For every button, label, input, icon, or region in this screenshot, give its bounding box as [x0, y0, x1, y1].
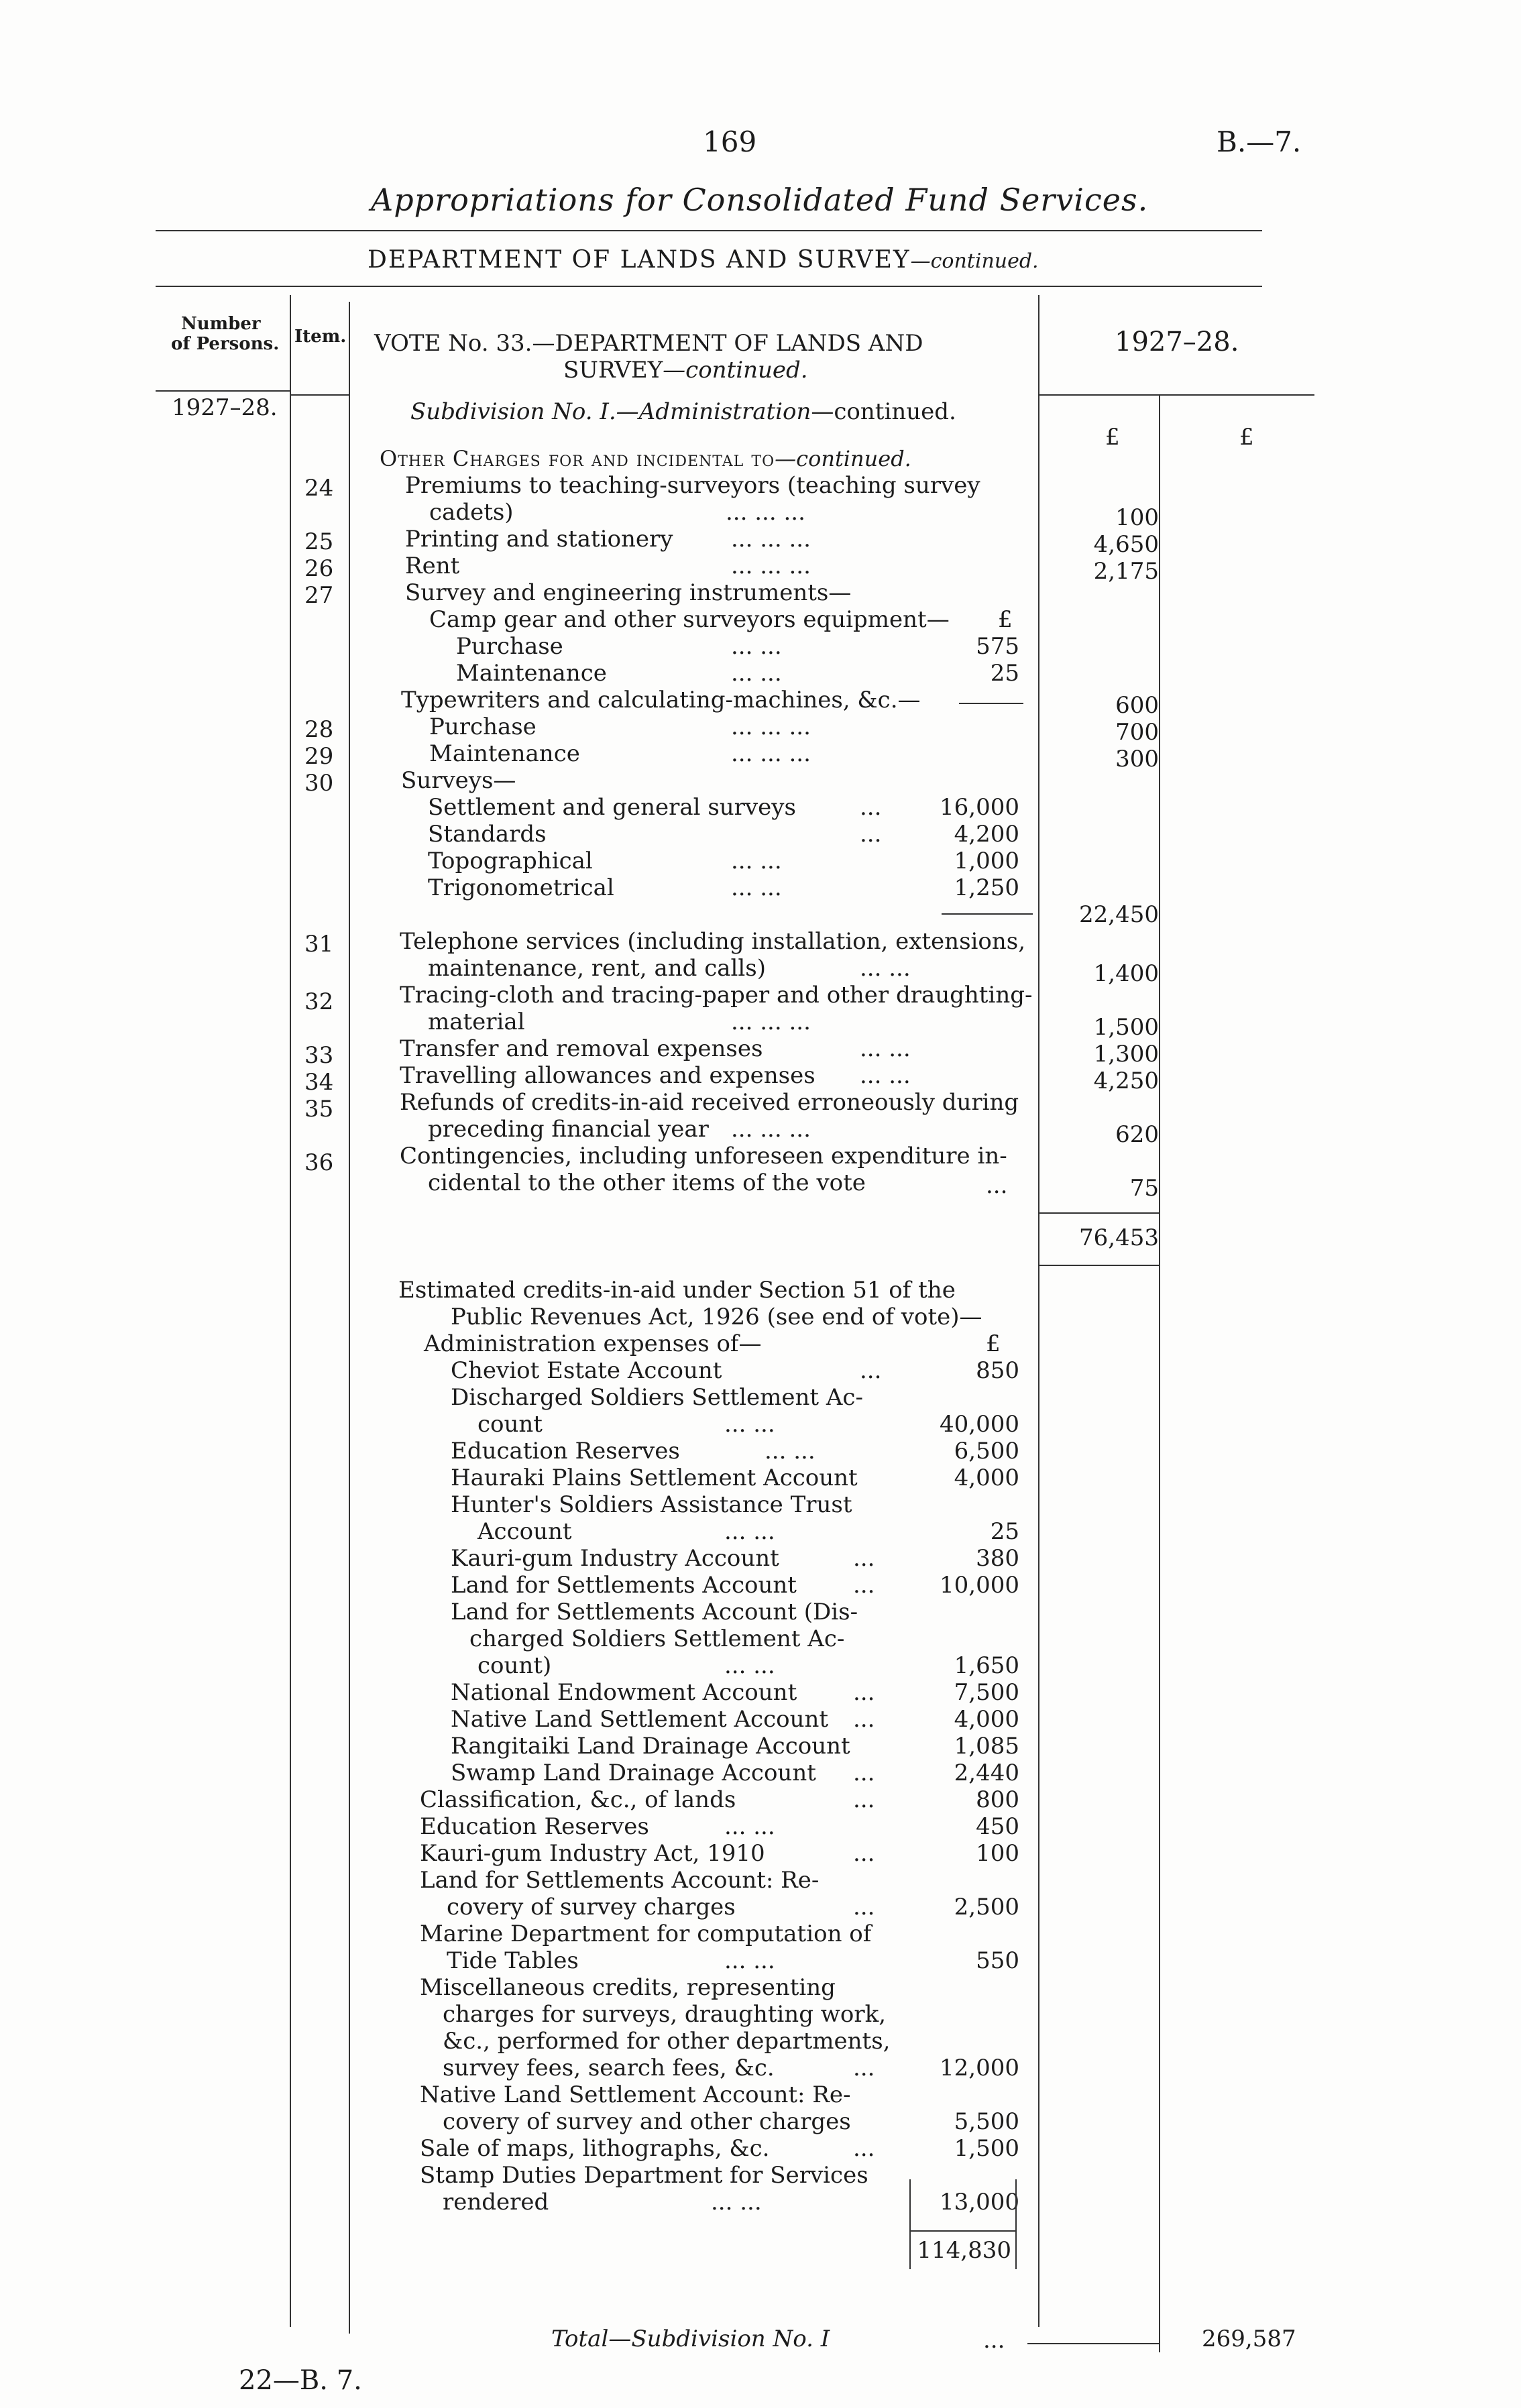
dot-leader: ... [983, 2327, 1005, 2354]
credit-line: Land for Settlements Account (Dis- [451, 1599, 858, 1625]
other-charges-continued: —continued. [775, 446, 911, 471]
camp-gear-purchase: Purchase [456, 633, 563, 660]
amount-heading-rule [1038, 394, 1314, 396]
persons-heading-1: Number [181, 314, 261, 334]
item-heading-rule [290, 394, 349, 396]
item-description: Surveys— [401, 767, 516, 794]
dot-leader: ... [853, 1894, 875, 1920]
dot-leader: ... [986, 1172, 1008, 1199]
item-description: Travelling allowances and expenses [400, 1062, 815, 1089]
credit-line: Swamp Land Drainage Account [451, 1760, 816, 1786]
dot-leader: ... ... [731, 660, 782, 687]
dot-leader: ... [860, 821, 882, 848]
credits-subtotal-right-rule [1015, 2179, 1017, 2269]
item-number: 32 [304, 988, 334, 1015]
item-amount: 100 [1115, 504, 1159, 531]
item-heading: Item. [294, 327, 347, 347]
item-description: material [428, 1009, 525, 1035]
item-description: Rent [405, 553, 460, 579]
rule-item-description [349, 302, 350, 2334]
department-rule [156, 286, 1262, 287]
persons-heading-2: of Persons. [171, 334, 280, 354]
dot-leader: ... ... ... [731, 713, 811, 740]
dot-leader: ... [860, 794, 882, 821]
dot-leader: ... [853, 2135, 875, 2162]
dot-leader: ... ... ... [731, 553, 811, 579]
credit-amount: 25 [990, 1518, 1019, 1545]
credit-line: Miscellaneous credits, representing [420, 1974, 836, 2001]
item-number: 35 [304, 1096, 334, 1123]
credit-line: Stamp Duties Department for Services [420, 2162, 868, 2189]
item-description: Telephone services (including installation, extensions, [400, 928, 1026, 955]
credit-line: charged Soldiers Settlement Ac- [469, 1625, 845, 1652]
credit-amount: 4,000 [954, 1706, 1019, 1733]
vote-sum-rule-top [1038, 1212, 1159, 1214]
page-title: Appropriations for Consolidated Fund Services. [371, 182, 1149, 218]
camp-gear-maintenance: Maintenance [456, 660, 607, 687]
credit-line: Classification, &c., of lands [420, 1786, 736, 1813]
item-description: preceding financial year [428, 1116, 709, 1143]
credit-line: Discharged Soldiers Settlement Ac- [451, 1384, 863, 1411]
item-number: 33 [304, 1042, 334, 1069]
dot-leader: ... ... ... [731, 1116, 811, 1143]
item-number: 30 [304, 770, 334, 797]
credit-line: Native Land Settlement Account: Re- [420, 2081, 851, 2108]
page-reference: 22—B. 7. [239, 2365, 362, 2396]
typewriters-rule [959, 703, 1023, 704]
item-number: 27 [304, 582, 334, 609]
credit-amount: 2,440 [954, 1760, 1019, 1786]
credits-sum-rule [909, 2230, 1017, 2232]
typewriters-amount: 600 [1115, 692, 1159, 719]
dot-leader: ... ... [860, 955, 911, 982]
dot-leader: ... ... ... [731, 526, 811, 553]
camp-gear-heading: Camp gear and other surveyors equipment— [429, 606, 950, 633]
rule-amount-total [1159, 394, 1160, 2352]
survey-line: Settlement and general surveys [428, 794, 796, 821]
camp-gear-purchase-amount: 575 [976, 633, 1019, 660]
vote-total: 76,453 [1079, 1224, 1159, 1251]
dot-leader: ... ... ... [726, 499, 805, 526]
credit-line: count [477, 1411, 543, 1438]
credit-line: Hauraki Plains Settlement Account [451, 1465, 858, 1491]
item-description: cidental to the other items of the vote [428, 1169, 866, 1196]
credit-line: Tide Tables [447, 1947, 579, 1974]
year-heading-right: 1927–28. [1115, 327, 1239, 357]
credit-line: Marine Department for computation of [420, 1920, 872, 1947]
credit-amount: 5,500 [954, 2108, 1019, 2135]
credits-intro-2: Public Revenues Act, 1926 (see end of vote)— [451, 1304, 982, 1330]
dot-leader: ... [853, 1760, 875, 1786]
dot-leader: ... [860, 1357, 882, 1384]
dot-leader: ... ... [860, 1035, 911, 1062]
pound-sign-column-1: £ [1105, 424, 1120, 451]
credit-line: charges for surveys, draughting work, [443, 2001, 887, 2028]
credits-admin-heading: Administration expenses of— [424, 1330, 762, 1357]
item-number: 31 [304, 931, 334, 958]
dot-leader: ... ... [724, 1652, 775, 1679]
survey-line: Trigonometrical [428, 874, 614, 901]
item-description: Maintenance [429, 740, 580, 767]
subdivision-name: Subdivision No. I.—Administration [410, 398, 811, 425]
credit-line: Kauri-gum Industry Act, 1910 [420, 1840, 765, 1867]
item-amount: 1,300 [1093, 1041, 1159, 1068]
item-amount: 1,500 [1093, 1014, 1159, 1041]
credit-line: Education Reserves [420, 1813, 649, 1840]
department-continued: —continued. [910, 249, 1039, 273]
survey-line: Topographical [428, 848, 593, 874]
credit-amount: 1,085 [954, 1733, 1019, 1760]
item-description: Premiums to teaching-surveyors (teaching survey [405, 472, 980, 499]
dot-leader: ... ... [724, 1947, 775, 1974]
item-number: 36 [304, 1149, 334, 1176]
credit-line: survey fees, search fees, &c. [443, 2055, 775, 2081]
survey-amount: 1,000 [954, 848, 1019, 874]
survey-line: Standards [428, 821, 547, 848]
persons-heading-rule [156, 390, 290, 392]
credit-line: covery of survey charges [447, 1894, 736, 1920]
item-amount: 700 [1115, 719, 1159, 746]
credit-line: Native Land Settlement Account [451, 1706, 829, 1733]
credit-amount: 4,000 [954, 1465, 1019, 1491]
credit-line: Sale of maps, lithographs, &c. [420, 2135, 770, 2162]
dot-leader: ... [853, 2055, 875, 2081]
camp-gear-pound-sign: £ [998, 606, 1013, 633]
credit-line: covery of survey and other charges [443, 2108, 851, 2135]
item-description: cadets) [429, 499, 514, 526]
item-description: Purchase [429, 713, 537, 740]
dot-leader: ... ... [731, 874, 782, 901]
item-amount: 1,400 [1093, 960, 1159, 987]
vote-title-line-2 [563, 357, 808, 384]
credit-line: &c., performed for other departments, [443, 2028, 891, 2055]
item-description: Tracing-cloth and tracing-paper and other draughting- [400, 982, 1033, 1009]
subdivision-continued: —continued. [811, 398, 956, 425]
dot-leader: ... [853, 1679, 875, 1706]
item-description: maintenance, rent, and calls) [428, 955, 766, 982]
credit-amount: 10,000 [940, 1572, 1019, 1599]
dot-leader: ... ... [724, 1518, 775, 1545]
credit-amount: 40,000 [940, 1411, 1019, 1438]
camp-gear-maintenance-amount: 25 [990, 660, 1019, 687]
credits-pound-sign: £ [986, 1330, 1001, 1357]
subdivision-total-amount: 269,587 [1202, 2326, 1296, 2352]
item-description: Refunds of credits-in-aid received erroneously during [400, 1089, 1019, 1116]
credit-amount: 13,000 [940, 2189, 1019, 2216]
subdivision-total-rule [1027, 2343, 1159, 2344]
credits-intro-1: Estimated credits-in-aid under Section 51 of the [398, 1277, 956, 1304]
dot-leader: ... [853, 1572, 875, 1599]
credit-line: rendered [443, 2189, 549, 2216]
item-number: 34 [304, 1069, 334, 1096]
other-charges-text: Other Charges for and incidental to [380, 446, 775, 471]
dot-leader: ... ... [711, 2189, 762, 2216]
title-rule [156, 230, 1262, 231]
item-amount: 75 [1129, 1175, 1159, 1202]
credit-amount: 100 [976, 1840, 1019, 1867]
item-number: 28 [304, 716, 334, 743]
credits-total: 114,830 [917, 2237, 1011, 2264]
dot-leader: ... [853, 1706, 875, 1733]
credit-line: Account [477, 1518, 572, 1545]
credit-amount: 1,500 [954, 2135, 1019, 2162]
surveys-sum-rule [942, 913, 1033, 915]
rule-persons-item [290, 295, 291, 2327]
item-amount: 620 [1115, 1121, 1159, 1148]
credit-amount: 380 [976, 1545, 1019, 1572]
survey-amount: 1,250 [954, 874, 1019, 901]
page-number: 169 [703, 125, 757, 158]
year-heading-left: 1927–28. [172, 394, 278, 421]
credit-line: Kauri-gum Industry Account [451, 1545, 779, 1572]
credit-line: Land for Settlements Account [451, 1572, 797, 1599]
credit-line: Education Reserves [451, 1438, 680, 1465]
credit-line: Cheviot Estate Account [451, 1357, 722, 1384]
credit-line: Land for Settlements Account: Re- [420, 1867, 820, 1894]
other-charges-heading [380, 445, 911, 472]
item-description: Printing and stationery [405, 526, 673, 553]
dot-leader: ... ... [731, 633, 782, 660]
item-amount: 300 [1115, 746, 1159, 772]
credit-line: Rangitaiki Land Drainage Account [451, 1733, 850, 1760]
surveys-total: 22,450 [1079, 901, 1159, 928]
item-number: 26 [304, 555, 334, 582]
item-amount: 4,650 [1093, 531, 1159, 558]
item-description: Contingencies, including unforeseen expenditure in- [400, 1143, 1007, 1169]
survey-amount: 4,200 [954, 821, 1019, 848]
vote-title-survey: SURVEY [563, 357, 663, 384]
credit-amount: 2,500 [954, 1894, 1019, 1920]
dot-leader: ... ... [765, 1438, 815, 1465]
vote-sum-rule-bottom [1038, 1265, 1159, 1266]
item-amount: 2,175 [1093, 558, 1159, 585]
subdivision-heading [410, 398, 956, 425]
dot-leader: ... ... [860, 1062, 911, 1089]
credit-amount: 7,500 [954, 1679, 1019, 1706]
dot-leader: ... ... [724, 1813, 775, 1840]
pound-sign-column-2: £ [1239, 424, 1254, 451]
subdivision-total-label: Total—Subdivision No. I [551, 2326, 830, 2352]
credits-subtotal-left-rule [909, 2179, 911, 2269]
credit-amount: 800 [976, 1786, 1019, 1813]
dot-leader: ... ... [731, 848, 782, 874]
credit-amount: 6,500 [954, 1438, 1019, 1465]
vote-title-line-1: VOTE No. 33.—DEPARTMENT OF LANDS AND [374, 330, 923, 357]
credit-amount: 12,000 [940, 2055, 1019, 2081]
item-amount: 4,250 [1093, 1068, 1159, 1094]
credit-line: count) [477, 1652, 552, 1679]
credit-line: Hunter's Soldiers Assistance Trust [451, 1491, 852, 1518]
credit-line: National Endowment Account [451, 1679, 797, 1706]
document-reference: B.—7. [1217, 125, 1302, 158]
dot-leader: ... [853, 1840, 875, 1867]
dot-leader: ... ... [724, 1411, 775, 1438]
item-number: 24 [304, 475, 334, 502]
dot-leader: ... ... ... [731, 1009, 811, 1035]
survey-amount: 16,000 [940, 794, 1019, 821]
dot-leader: ... [853, 1545, 875, 1572]
item-description: Survey and engineering instruments— [405, 579, 852, 606]
vote-title-continued: —continued. [663, 357, 808, 384]
credit-amount: 450 [976, 1813, 1019, 1840]
department-heading [368, 247, 1039, 275]
item-number: 25 [304, 528, 334, 555]
item-number: 29 [304, 743, 334, 770]
department-name: DEPARTMENT OF LANDS AND SURVEY [368, 246, 911, 274]
credit-amount: 1,650 [954, 1652, 1019, 1679]
item-description: Transfer and removal expenses [400, 1035, 763, 1062]
typewriters-heading: Typewriters and calculating-machines, &c.— [401, 687, 921, 713]
dot-leader: ... ... ... [731, 740, 811, 767]
dot-leader: ... [853, 1786, 875, 1813]
credit-amount: 850 [976, 1357, 1019, 1384]
credit-amount: 550 [976, 1947, 1019, 1974]
rule-description-amount [1038, 295, 1039, 2327]
